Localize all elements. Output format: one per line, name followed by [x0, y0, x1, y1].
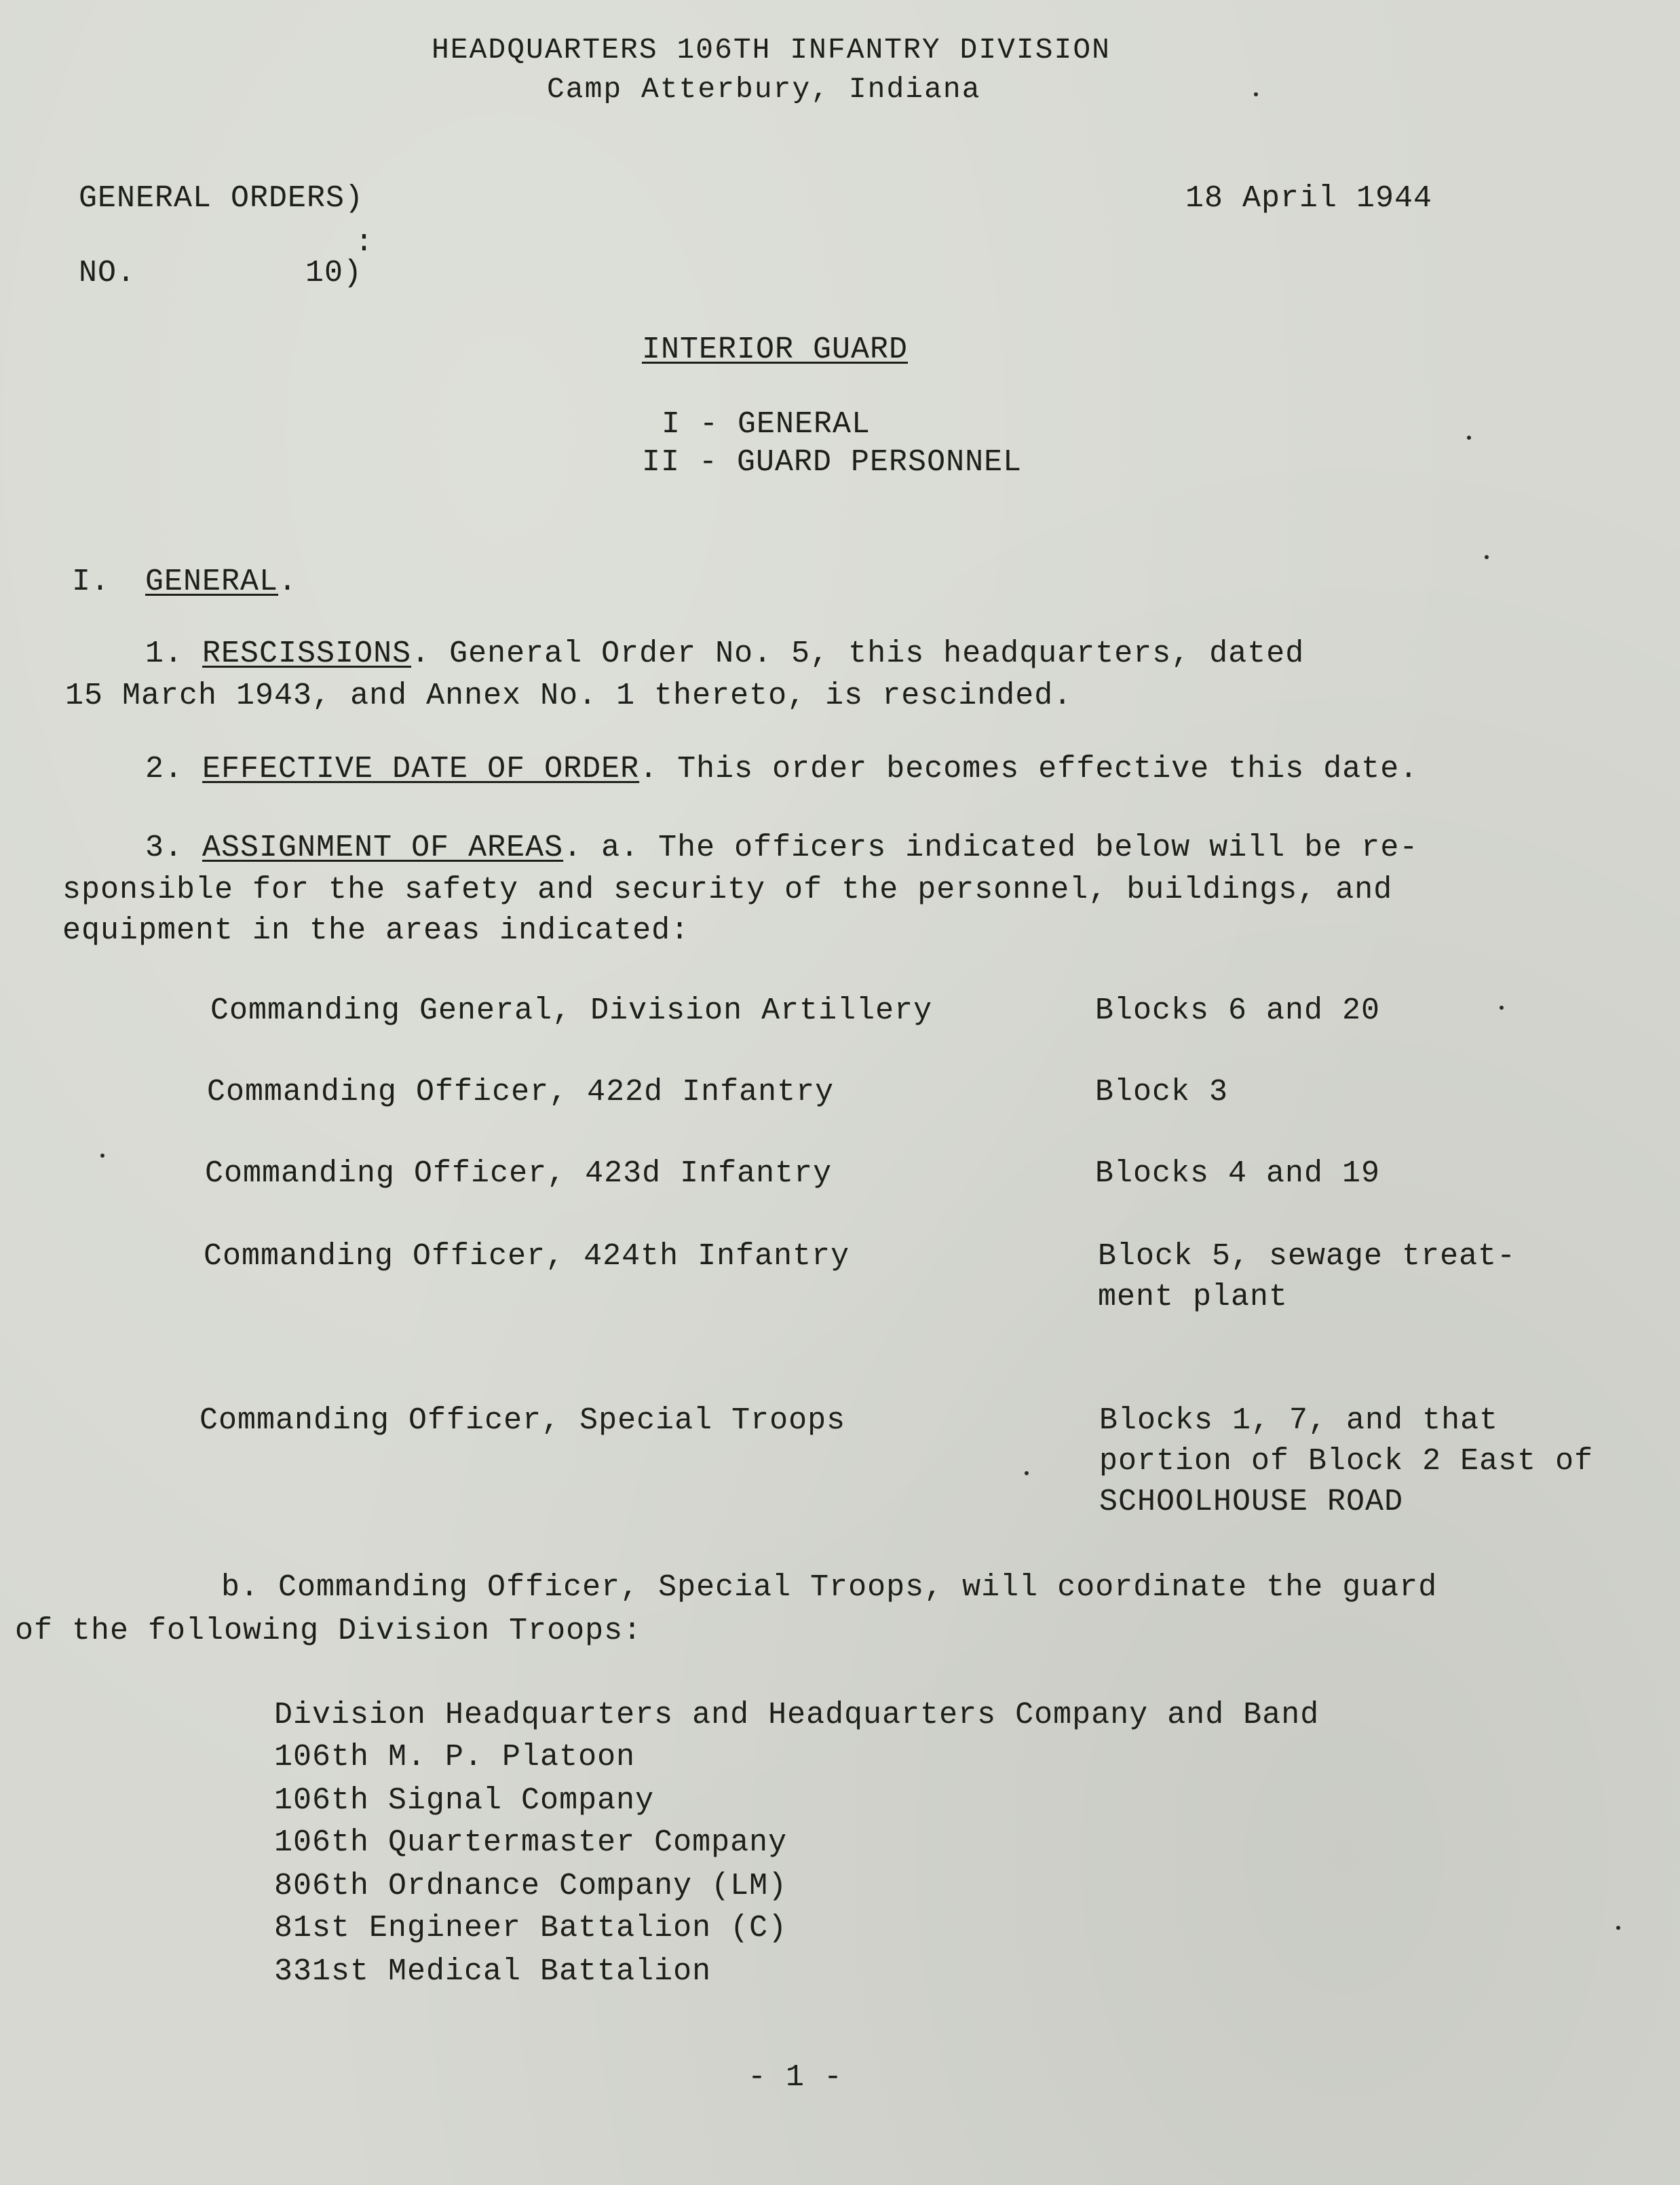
paper-speck [1500, 1006, 1504, 1010]
troop-list-item: Division Headquarters and Headquarters Company and Band [274, 1698, 1320, 1732]
assignment-area: Block 5, sewage treat- [1098, 1239, 1516, 1274]
paper-speck [1485, 555, 1489, 559]
assignment-officer: Commanding General, Division Artillery [210, 993, 933, 1028]
paragraph-3b-line-2: of the following Division Troops: [15, 1614, 643, 1648]
assignment-area: Block 3 [1095, 1075, 1229, 1109]
section-heading-text: GENERAL [145, 565, 279, 599]
paragraph-3-line-2: sponsible for the safety and security of the personnel, buildings, and [62, 873, 1393, 907]
assignment-officer: Commanding Officer, 423d Infantry [205, 1156, 833, 1191]
troop-list-item: 106th Signal Company [274, 1783, 655, 1818]
assignment-area-continued: SCHOOLHOUSE ROAD [1099, 1485, 1404, 1519]
camp-location: Camp Atterbury, Indiana [547, 73, 981, 106]
paragraph-1-line-1 [145, 635, 1304, 673]
paper-speck [1467, 436, 1471, 440]
order-date: 18 April 1944 [1185, 181, 1433, 216]
page-number: - 1 - [748, 2060, 843, 2095]
paragraph-3b-line-1: b. Commanding Officer, Special Troops, will coordinate the guard [221, 1570, 1438, 1605]
paper-speck [100, 1154, 104, 1158]
troop-list-item: 806th Ordnance Company (LM) [274, 1869, 788, 1903]
assignment-officer: Commanding Officer, 424th Infantry [204, 1239, 850, 1274]
assignment-officer: Commanding Officer, 422d Infantry [207, 1075, 835, 1109]
assignment-area: Blocks 4 and 19 [1095, 1156, 1381, 1191]
paper-speck [1025, 1471, 1029, 1475]
section-numeral: I. [72, 565, 111, 599]
paragraph-2-number: 2. [145, 752, 184, 786]
section-heading-period: . [278, 565, 298, 599]
assignment-area-continued: ment plant [1098, 1280, 1288, 1314]
assignment-area: Blocks 6 and 20 [1095, 993, 1381, 1028]
paper-speck [1254, 92, 1258, 96]
orders-colon: : [355, 225, 375, 260]
toc-item-guard-personnel: II - GUARD PERSONNEL [642, 445, 1023, 480]
assignment-officer: Commanding Officer, Special Troops [199, 1403, 846, 1438]
troop-list-item: 81st Engineer Battalion (C) [274, 1911, 788, 1945]
order-number-label: NO. [79, 256, 136, 290]
paragraph-3-line-3: equipment in the areas indicated: [62, 913, 690, 948]
troop-list-item: 106th M. P. Platoon [274, 1740, 636, 1774]
section-heading [145, 563, 297, 601]
division-header: HEADQUARTERS 106TH INFANTRY DIVISION [432, 33, 1111, 66]
paragraph-3-line-1 [145, 829, 1418, 867]
paragraph-3-number: 3. [145, 831, 184, 865]
paper-speck [1616, 1926, 1620, 1930]
document-title: INTERIOR GUARD [642, 332, 909, 367]
paragraph-3-text: . a. The officers indicated below will be re- [563, 831, 1419, 865]
toc-item-general: I - GENERAL [662, 407, 871, 442]
paragraph-1-text: . General Order No. 5, this headquarters, dated [411, 636, 1305, 671]
assignment-area-continued: portion of Block 2 East of [1099, 1444, 1594, 1479]
paragraph-2-text: . This order becomes effective this date. [639, 752, 1419, 786]
order-number-value: 10) [305, 256, 363, 290]
paragraph-1-number: 1. [145, 636, 184, 671]
paragraph-2-heading: EFFECTIVE DATE OF ORDER [202, 752, 640, 786]
troop-list-item: 106th Quartermaster Company [274, 1825, 788, 1860]
paragraph-2 [145, 750, 1418, 788]
assignment-area: Blocks 1, 7, and that [1099, 1403, 1499, 1438]
general-orders-label: GENERAL ORDERS) [79, 181, 364, 216]
paragraph-1-line-2: 15 March 1943, and Annex No. 1 thereto, is rescinded. [65, 679, 1073, 713]
troop-list-item: 331st Medical Battalion [274, 1954, 712, 1989]
paragraph-1-heading: RESCISSIONS [202, 636, 412, 671]
paragraph-3-heading: ASSIGNMENT OF AREAS [202, 831, 564, 865]
